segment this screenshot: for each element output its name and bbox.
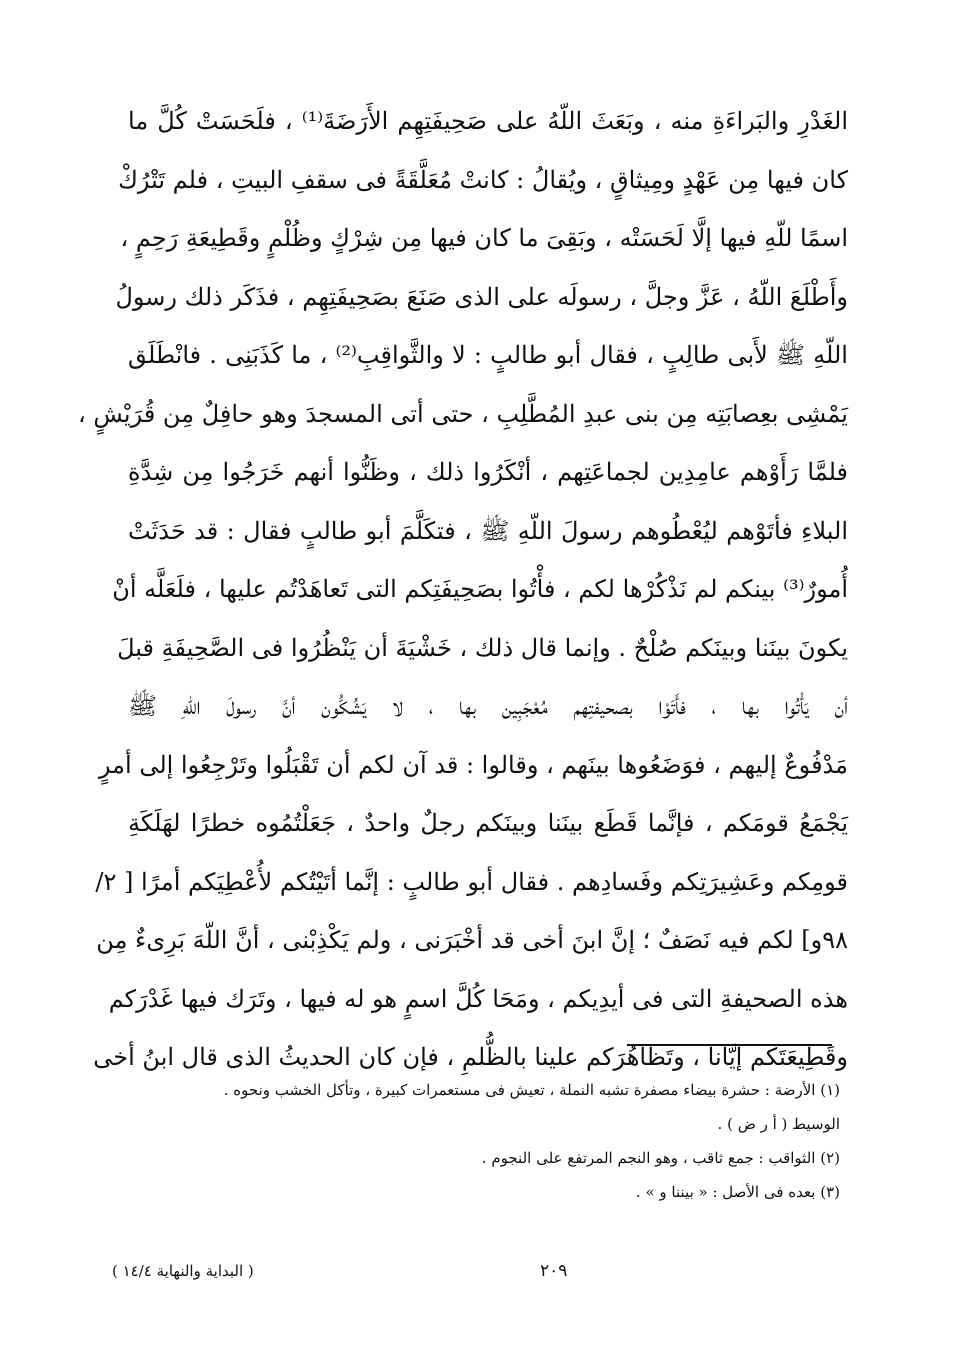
text-line: البلاءِ فأتَوْهم ليُعْطُوهم رسولَ اللّهِ ﷺ ، فتكَلَّمَ أبو طالبٍ فقال : قد حَدَثَتْ (128, 516, 848, 545)
text-line: أن يَأْتُوا بها ، فأَتَوْا بصحيفتِهم مُعْجَبِين بها ، لا يَشُكُّون أنَّ رسولَ اللّهِ ﷺ (128, 692, 848, 720)
text-line: اسمًا للّهِ فيها إلَّا لَحَسَتْه ، وبَقِىَ ما كان فيها مِن شِرْكٍ وظُلْمٍ وقَطِيعَةِ رَحِمٍ ، (120, 224, 848, 252)
text-line: اللّهِ ﷺ لأَبى طالِبٍ ، فقال أبو طالبٍ : لا والثَّواقِبِ⁽²⁾ ، ما كَذَبَنِى . فانْطَلَق (128, 341, 848, 369)
book-reference: ( البداية والنهاية ١٤/٤ ) (112, 1262, 254, 1280)
text-line: وأَطْلَعَ اللّهُ ، عَزَّ وجلَّ ، رسولَه على الذى صَنَعَ بصَحِيفَتِهِم ، فذَكَر ذلك رسولُ (115, 282, 848, 311)
text-line: يَجْمَعُ قومَكم ، فإنَّما قَطَع بينَنا وبينَكم رجلٌ واحدٌ ، جَعَلْتُمُوه خطرًا لهَلَكَةِ (128, 809, 848, 837)
text-line: يَمْشِى بعِصابَتِه مِن بنى عبدِ المُطَّلِبِ ، حتى أتى المسجدَ وهو حافِلٌ مِن قُرَيْشٍ ، (77, 399, 848, 428)
text-line: هذه الصحيفةِ التى فى أيدِيكم ، ومَحَا كُلَّ اسمٍ هو له فيها ، وتَرَك فيها غَدْرَكم (108, 984, 848, 1013)
footnote-3: (٣) بعده فى الأصل : « بيننا و » . (635, 1183, 840, 1201)
footnotes-block (118, 1073, 840, 1209)
footnote-2: (٢) الثواقب : جمع ثاقب ، وهو النجم المرتفع على النجوم . (481, 1149, 840, 1167)
page-footer (100, 1256, 820, 1286)
text-line: أُمورٌ⁽³⁾ بينكم لم نَذْكُرْها لكم ، فأْتُوا بصَحِيفَتِكم التى تَعاهَدْتُم عليها ، فلَعَلَّه أنْ (112, 575, 848, 603)
footnote-1-continuation: الوسيط ( أ ر ض ) . (717, 1115, 840, 1133)
text-line: الغَدْرِ والبَراءَةِ منه ، وبَعَثَ اللّهُ على صَحِيفَتِهِم الأَرَضَةَ⁽¹⁾ ، فلَحَسَتْ كُلَّ ما (128, 107, 848, 135)
text-line: ٩٨و] لكم فيه نَصَفٌ ؛ إنَّ ابنَ أخى قد أخْبَرَنى ، ولم يَكْذِبْنى ، أنَّ اللّهَ بَرِىءٌ مِن (96, 926, 848, 954)
footnote-1: (١) الأرضة : حشرة بيضاء مصفرة تشبه النملة ، تعيش فى مستعمرات كبيرة ، وتأكل الخشب ونحوه . (223, 1081, 840, 1099)
text-line: كان فيها مِن عَهْدٍ ومِيثاقٍ ، ويُقالُ : كانتْ مُعَلَّقَةً فى سقفِ البيتِ ، فلم تَتْرُكْ (118, 165, 848, 194)
main-text-block (77, 92, 848, 1087)
text-line: يكونَ بينَنا وبينَكم صُلْحٌ . وإنما قال ذلك ، خَشْيَةَ أن يَنْظُرُوا فى الصَّحِيفَةِ قبلَ (117, 633, 848, 662)
text-line: وقَطِيعَتَكم إيَّانا ، وتَظاهُرَكم علينا بالظُّلمِ ، فإن كان الحديثُ الذى قال ابنُ أخى (93, 1043, 848, 1071)
text-line: قومِكم وعَشِيرَتِكم وفَسادِهم . فقال أبو طالبٍ : إنَّما أتَيْتُكم لأُعْطِيَكم أمرًا [ ٢/ (95, 867, 848, 896)
text-line: فلمَّا رَأَوْهم عامِدِين لجماعَتِهم ، أنْكَرُوا ذلك ، وظَنُّوا أنهم خَرَجُوا مِن شِدَّةِ (128, 458, 848, 486)
page-number: ٢٠٩ (540, 1261, 568, 1281)
text-line: مَدْفُوعٌ إليهم ، فوَضَعُوها بينَهم ، وقالوا : قد آن لكم أن تَقْبَلُوا وتَرْجِعُوا إلى أمرٍ (98, 750, 848, 779)
footnote-separator (627, 1044, 832, 1046)
